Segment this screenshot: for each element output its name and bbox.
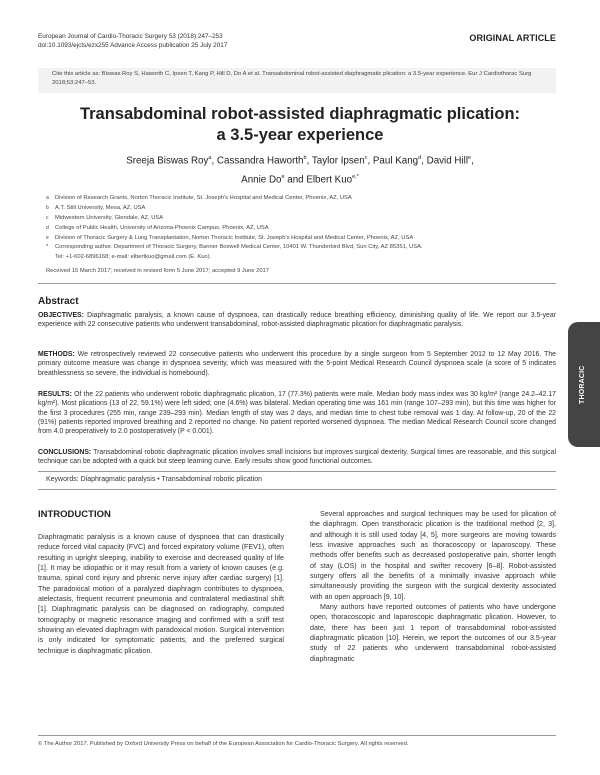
received-dates: Received 15 March 2017; received in revised form 5 June 2017; accepted 9 June 2017: [46, 268, 269, 274]
author-separator: ,: [367, 155, 373, 167]
author-separator: and: [284, 174, 307, 186]
authors-line-2: [38, 169, 562, 188]
corresponding-marker: *: [46, 244, 49, 250]
intro-paragraph-1: Diaphragmatic paralysis is a known cause of dyspnoea that can drastically reduce forced vital capacity (FVC) and forced expiratory volume (FEV1), often resulting in upright sleeping, inability to exercise and decreased quality of life [1]. It may be idiopathic or it may result from a variety of known causes (e.g. trauma, spinal cord injury and phrenic nerve injury after cardiac surgery) [1]. The paradoxical motion of a paralyzed diaphragm contributes to dyspnoea, atelectasis, frequent recurrent pneumonia and contralateral mediastinal shift [1]. Diaphragmatic paralysis can be diagnosed on radiography, computed tomography or magnetic resonance imaging and confirmed with a sniff test showing an elevated diaphragm with paradoxical motion. Surgical intervention is only indicated for symptomatic patients, and the preferred surgical technique is diaphragmatic plication.: [38, 533, 284, 655]
right-column: [310, 509, 556, 664]
affiliation-text: A.T. Still University, Mesa, AZ, USA: [55, 205, 146, 211]
side-tab-label: THORACIC: [579, 365, 586, 404]
affiliation-item: [46, 193, 556, 203]
affiliation-text: College of Public Health, University of Arizona-Phoenix Campus, Phoenix, AZ, USA: [55, 225, 269, 231]
left-column: [38, 532, 284, 656]
affiliation-item: [46, 213, 556, 223]
affiliation-text: Division of Research Grants, Norton Thoracic Institute, St. Joseph's Hospital and Medical Center, Phoenix, AZ, USA: [55, 195, 352, 201]
doi-line: doi:10.1093/ejcts/ezx255 Advance Access publication 25 July 2017: [38, 41, 228, 49]
corresponding-line-1: Corresponding author. Department of Thoracic Surgery, Banner Boswell Medical Center, 10401 W. Thunderbird Blvd, Sun City, AZ 85351, USA.: [55, 244, 423, 250]
intro-paragraph-2: Several approaches and surgical techniques may be used for plication of the diaphragm. Open transthoracic plication is the traditional method [2, 3], and although it is still used today [4, 5], more surgeons are moving towards less invasive approaches such as thoracoscopy or laparoscopy. These methods offer benefits such as decreased postoperative pain, shorter length of stay (LOS) in the hospital and swifter recovery [6–8]. Robot-assisted surgery offers all the benefits of a minimally invasive approach while simultaneously providing the surgeon with the surgical dexterity associated with an open approach [9, 10].: [310, 510, 556, 601]
author-name: David Hill: [426, 155, 468, 167]
objectives-text: Diaphragmatic paralysis, a known cause of dyspnoea, can drastically reduce breathing efficiency, diminishing quality of life. We report our 3.5-year experience with 22 consecutive patients who underwent transabdominal, robot-assisted diaphragmatic plication for diaphragmatic paralysis.: [38, 312, 556, 329]
author-affiliation-marker: a: [208, 155, 212, 161]
author-affiliation-marker: d: [418, 155, 422, 161]
title-line-1: Transabdominal robot-assisted diaphragmatic plication:: [79, 105, 521, 123]
author-name: Annie Do: [241, 174, 282, 186]
objectives-label: OBJECTIVES:: [38, 312, 84, 319]
author-name: Cassandra Haworth: [216, 155, 304, 167]
author-separator: ,: [306, 155, 312, 167]
keywords-label: Keywords:: [46, 476, 79, 483]
abstract-methods: [38, 350, 556, 378]
author-affiliation-marker: c: [364, 155, 368, 161]
affiliations: [46, 193, 556, 243]
author-affiliation-marker: e: [281, 174, 285, 181]
author-name: Paul Kang: [372, 155, 419, 167]
author-name: Sreeja Biswas Roy: [126, 155, 209, 167]
article-type-label: ORIGINAL ARTICLE: [469, 33, 556, 43]
results-label: RESULTS:: [38, 391, 72, 398]
citation-box: [38, 68, 556, 93]
author-affiliation-marker: e: [468, 155, 472, 161]
affiliation-text: Midwestern University, Glendale, AZ, USA: [55, 215, 164, 221]
section-side-tab: [568, 322, 600, 447]
affiliation-item: [46, 203, 556, 213]
title-line-2: a 3.5-year experience: [216, 126, 384, 144]
author-separator: ,: [211, 155, 217, 167]
conclusions-label: CONCLUSIONS:: [38, 449, 92, 456]
abstract-objectives: [38, 311, 556, 330]
affiliation-label: a: [46, 195, 49, 201]
author-separator: ,: [471, 155, 474, 167]
keywords: [46, 476, 262, 483]
abstract-results: [38, 390, 556, 436]
affiliation-label: b: [46, 205, 49, 211]
abstract-heading: Abstract: [38, 296, 79, 307]
keywords-text: Diaphragmatic paralysis • Transabdominal robotic plication: [80, 476, 263, 483]
methods-label: METHODS:: [38, 351, 75, 358]
author-affiliation-marker: b: [303, 155, 307, 161]
affiliation-text: Division of Thoracic Surgery & Lung Transplantation, Norton Thoracic Institute, St. Joseph's Hospital and Medical Center, Phoenix, AZ, USA: [55, 235, 414, 241]
author-name: Taylor Ipsen: [311, 155, 365, 167]
authors-line-1: [38, 150, 562, 169]
copyright-footer: © The Author 2017. Published by Oxford University Press on behalf of the European Association for Cardio-Thoracic Surgery. All rights reserved.: [38, 741, 409, 747]
conclusions-text: Transabdominal robotic diaphragmatic plication involves small incisions but improves surgical dexterity. Surgical times are reasonable, and this surgical technique can be adopted with a quick but steep learning curve. Early results show good functional outcomes.: [38, 449, 556, 466]
intro-paragraph-3: Many authors have reported outcomes of patients who have undergone open, thoracoscopic and laparoscopic diaphragmatic plication. However, to date, there has been just 1 report of transabdominal robot-assisted diaphragmatic plication [10]. Herein, we report the outcomes of our 3.5-year study of 22 patients who underwent transabdominal robot-assisted diaphragmatic: [310, 603, 556, 663]
corresponding-line-2: Tel: +1-602-6896168; e-mail: elbertkuo@gmail.com (E. Kuo).: [55, 254, 212, 260]
citation-text: Cite this article as: Biswas Roy S, Haworth C, Ipsen T, Kang P, Hill D, Do A et al. Transabdominal robot-assisted diaphragmatic plication: a 3.5-year experience. Eur J Cardiothorac Surg 2018;53:247–53.: [52, 71, 532, 86]
affiliation-label: e: [46, 235, 49, 241]
author-name: Elbert Kuo: [306, 174, 353, 186]
corresponding-author: [46, 242, 556, 262]
article-title: [38, 104, 562, 146]
methods-text: We retrospectively reviewed 22 consecutive patients who underwent this procedure by a single surgeon from 5 September 2012 to 12 May 2016. The primary outcome measure was change in dyspnoea severity, which was measured with the 5-point Medical Research Council dyspnoea scale (a score of 5 indicates breathlessness so severe, the individual is homebound).: [38, 351, 556, 377]
author-affiliation-marker: e,*: [352, 174, 359, 181]
author-list: [38, 150, 562, 189]
affiliation-label: d: [46, 225, 49, 231]
divider-keywords-bottom: [38, 489, 556, 490]
journal-citation-line: European Journal of Cardio-Thoracic Surgery 53 (2018) 247–253: [38, 33, 223, 40]
divider-top: [38, 283, 556, 284]
abstract-conclusions: [38, 448, 556, 467]
divider-footer: [38, 735, 556, 736]
introduction-heading: INTRODUCTION: [38, 509, 111, 520]
affiliation-item: [46, 223, 556, 233]
affiliation-label: c: [46, 215, 49, 221]
journal-info: [38, 33, 227, 50]
author-separator: ,: [421, 155, 427, 167]
results-text: Of the 22 patients who underwent robotic diaphragmatic plication, 17 (77.3%) patients were male. Median body mass index was 30 kg/m² (range 24.2–42.17 kg/m²). Most plications (13 of 22, 59.1%) were left sided; one (4.6%) was bilateral. Median operating time was 161 min (range 107–293 min), but this time was higher for the first 3 procedures (255 min, range 239–293 min). Median length of stay was 2 days, and median time to chest tube removal was 1 day. At follow-up, 20 of the 22 (91%) patients reported improved breathing and 2 reported no change. No patient reported worsened dyspnoea. The median Medical Research Council score changed from 4.0 preoperatively to 2.0 postoperatively (P < 0.001).: [38, 391, 556, 436]
divider-keywords-top: [38, 471, 556, 472]
